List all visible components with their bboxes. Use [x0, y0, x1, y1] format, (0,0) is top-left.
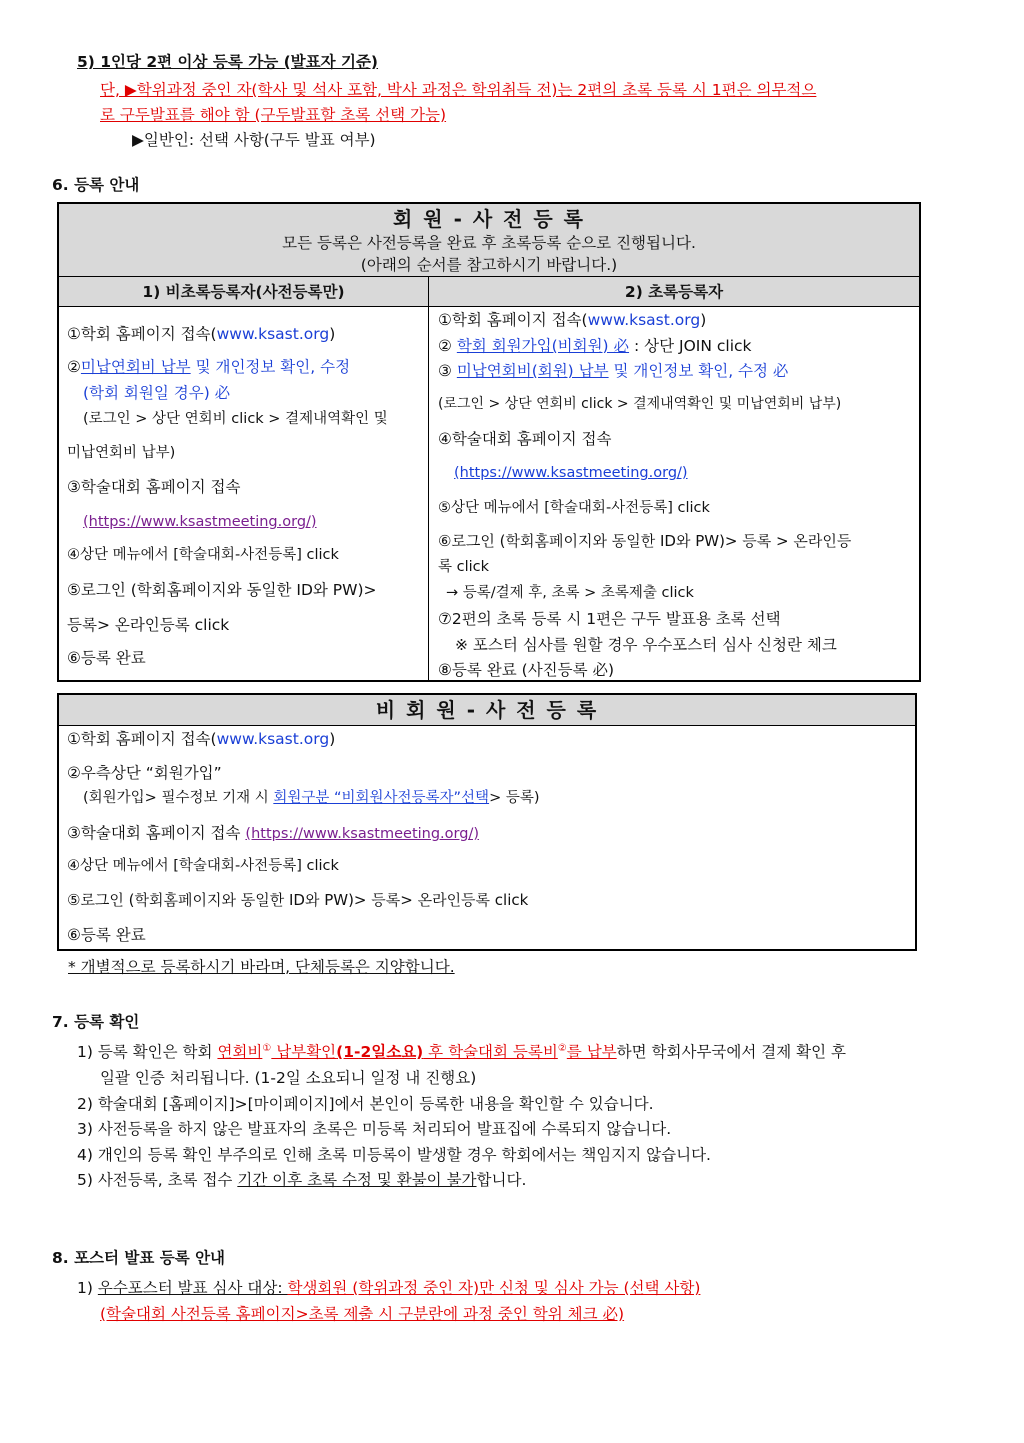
col1-title: 1) 비초록등록자(사전등록만) — [142, 283, 345, 301]
col1-step2: ②미납연회비 납부 및 개인정보 확인, 수정 — [67, 358, 351, 376]
meeting-link-2[interactable]: (https://www.ksastmeeting.org/) — [454, 465, 688, 481]
col1-step6: ⑥등록 완료 — [67, 649, 146, 667]
section6-heading: 6. 등록 안내 — [52, 176, 140, 194]
sec7-item3: 3) 사전등록을 하지 않은 발표자의 초록은 미등록 처리되어 발표집에 수록되지 않습니다. — [77, 1120, 672, 1138]
sec7-item2: 2) 학술대회 [홈페이지]>[마이페이지]에서 본인이 등록한 내용을 확인할 수 있습니다. — [77, 1095, 654, 1113]
col2-step4: ④학술대회 홈페이지 접속 — [438, 430, 612, 448]
member-join-link[interactable]: 학회 회원가입(비회원) 必 — [456, 337, 630, 355]
sec7-item4: 4) 개인의 등록 확인 부주의로 인해 초록 미등록이 발생할 경우 학회에서는 책임지지 않습니다. — [77, 1146, 711, 1164]
nonmember-registration-table — [57, 693, 917, 951]
member-table-header — [59, 204, 919, 276]
member-registration-table — [57, 202, 921, 682]
member-table-sub1: 모든 등록은 사전등록을 완료 후 초록등록 순으로 진행됩니다. — [282, 234, 696, 252]
nm-step3: ③학술대회 홈페이지 접속 (https://www.ksastmeeting.org/) — [67, 824, 479, 842]
nm-step4: ④상단 메뉴에서 [학술대회-사전등록] click — [67, 858, 339, 874]
col2-step8: ⑧등록 완료 (사진등록 必) — [438, 661, 615, 679]
col2-step6b: 록 click — [438, 559, 490, 575]
col2-step3: ③ 미납연회비(회원) 납부 및 개인정보 확인, 수정 必 — [438, 362, 789, 380]
col1-step5: ⑤로그인 (학회홈페이지와 동일한 ID와 PW)> — [67, 581, 377, 599]
section5-line2: 로 구두발표를 해야 함 (구두발표할 초록 선택 가능) — [100, 106, 447, 124]
col2-step7: ⑦2편의 초록 등록 시 1편은 구두 발표용 초록 선택 — [438, 610, 781, 628]
ksast-link-3[interactable]: www.ksast.org — [216, 730, 330, 748]
section5-line3: ▶일반인: 선택 사항(구두 발표 여부) — [132, 131, 376, 149]
col2-step7b: ※ 포스터 심사를 원할 경우 우수포스터 심사 신청란 체크 — [455, 636, 837, 654]
col1-step2-note: (학회 회원일 경우) 必 — [83, 384, 231, 402]
unpaid-fee-link-2[interactable]: 미납연회비(회원) 납부 — [456, 362, 609, 380]
nm-step6: ⑥등록 완료 — [67, 926, 146, 944]
col2-step5: ⑤상단 메뉴에서 [학술대회-사전등록] click — [438, 500, 710, 516]
section5-heading: 5) 1인당 2편 이상 등록 가능 (발표자 기준) — [77, 53, 379, 71]
col1-step5b: 등록> 온라인등록 click — [67, 616, 230, 634]
nm-step2: ②우측상단 “회원가입” — [67, 764, 222, 782]
ksast-link-2[interactable]: www.ksast.org — [587, 311, 701, 329]
section5-line1: 단, ▶학위과정 중인 자(학사 및 석사 포함, 박사 과정은 학위취득 전)는 2편의 초록 등록 시 1편은 의무적으 — [100, 81, 817, 99]
member-table-sub2: (아래의 순서를 참고하시기 바랍니다.) — [360, 256, 618, 274]
col1-step3: ③학술대회 홈페이지 접속 — [67, 478, 241, 496]
col1-step1: ①학회 홈페이지 접속(www.ksast.org) — [67, 325, 336, 343]
col2-step6c: → 등록/결제 후, 초록 > 초록제출 click — [446, 585, 694, 601]
col1-step4: ④상단 메뉴에서 [학술대회-사전등록] click — [67, 547, 339, 563]
sec8-item1: 1) 우수포스터 발표 심사 대상: 학생회원 (학위과정 중인 자)만 신청 및 심사 가능 (선택 사항) — [77, 1279, 701, 1297]
sec8-item1b: (학술대회 사전등록 홈페이지>초록 제출 시 구분란에 과정 중인 학위 체크 必) — [100, 1305, 625, 1323]
col1-step2-detail2: 미납연회비 납부) — [67, 445, 176, 461]
col2-step3-detail: (로그인 > 상단 연회비 click > 결제내역확인 및 미납연회비 납부) — [438, 396, 842, 412]
col2-step1: ①학회 홈페이지 접속(www.ksast.org) — [438, 311, 707, 329]
member-table-title: 회 원 - 사 전 등 록 — [393, 207, 585, 231]
col2-step2: ② 학회 회원가입(비회원) 必 : 상단 JOIN click — [438, 337, 752, 355]
sec7-item5: 5) 사전등록, 초록 접수 기간 이후 초록 수정 및 환불이 불가합니다. — [77, 1171, 527, 1189]
member-type-option: 회원구분 “비회원사전등록자”선택 — [273, 790, 490, 806]
meeting-link-3[interactable]: (https://www.ksastmeeting.org/) — [245, 826, 479, 842]
meeting-link-1[interactable]: (https://www.ksastmeeting.org/) — [83, 514, 317, 530]
sec7-item1b: 일괄 인증 처리됩니다. (1-2일 소요되니 일정 내 진행요) — [100, 1069, 477, 1087]
nm-step1: ①학회 홈페이지 접속(www.ksast.org) — [67, 730, 336, 748]
nm-step2-detail: (회원가입> 필수정보 기재 시 회원구분 “비회원사전등록자”선택> 등록) — [83, 790, 540, 806]
section7-heading: 7. 등록 확인 — [52, 1013, 140, 1031]
nm-step5: ⑤로그인 (학회홈페이지와 동일한 ID와 PW)> 등록> 온라인등록 click — [67, 891, 529, 909]
section8-heading: 8. 포스터 발표 등록 안내 — [52, 1249, 226, 1267]
col2-title: 2) 초록등록자 — [624, 283, 724, 301]
col1-step2-detail: (로그인 > 상단 연회비 click > 결제내역확인 및 — [83, 411, 388, 427]
ksast-link[interactable]: www.ksast.org — [216, 325, 330, 343]
nonmember-table-title: 비 회 원 - 사 전 등 록 — [375, 698, 599, 722]
registration-note: * 개별적으로 등록하시기 바라며, 단체등록은 지양합니다. — [68, 958, 455, 976]
unpaid-fee-link[interactable]: 미납연회비 납부 — [80, 358, 191, 376]
col2-step6: ⑥로그인 (학회홈페이지와 동일한 ID와 PW)> 등록 > 온라인등 — [438, 532, 852, 550]
sec7-item1: 1) 등록 확인은 학회 연회비① 납부확인(1-2일소요) 후 학술대회 등록비②를 납부하면 학회사무국에서 결제 확인 후 — [77, 1042, 846, 1061]
